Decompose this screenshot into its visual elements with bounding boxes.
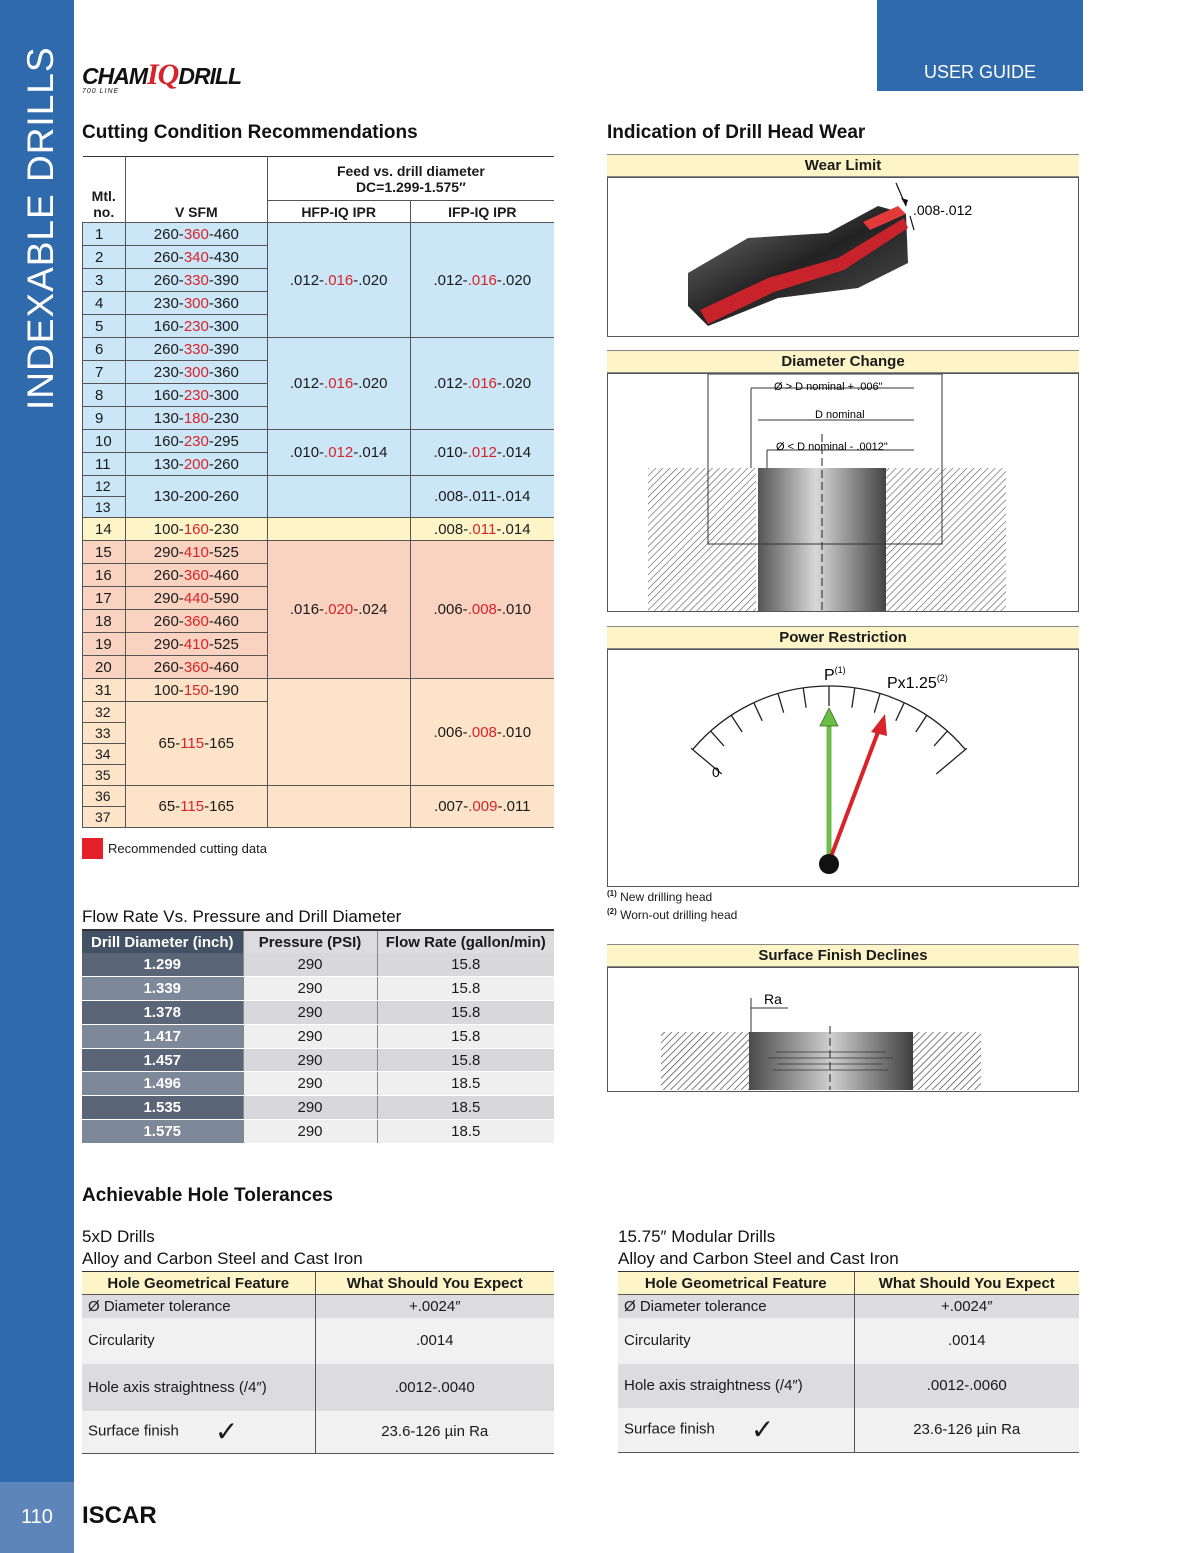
p-label: P bbox=[824, 667, 835, 684]
vsfm-value: 290-410-525 bbox=[125, 633, 267, 656]
mtl-number: 35 bbox=[83, 765, 126, 786]
mtl-number: 32 bbox=[83, 702, 126, 723]
drill-diameter: 1.378 bbox=[82, 1001, 243, 1025]
flow-header-flow: Flow Rate (gallon/min) bbox=[377, 930, 554, 953]
hfp-feed bbox=[267, 518, 410, 541]
pressure: 290 bbox=[243, 1024, 377, 1048]
svg-text:P(1) bbox=[824, 665, 846, 684]
mtl-number: 11 bbox=[83, 453, 126, 476]
tolerance-row bbox=[82, 1295, 554, 1318]
mtl-number: 6 bbox=[83, 338, 126, 361]
wear-limit-panel bbox=[607, 177, 1079, 337]
flow-title: Flow Rate Vs. Pressure and Drill Diameter bbox=[82, 907, 402, 926]
tolerance-row bbox=[618, 1408, 1079, 1453]
vsfm-value: 130-200-260 bbox=[125, 476, 267, 518]
cutting-row bbox=[83, 541, 555, 564]
flow-header-diameter: Drill Diameter (inch) bbox=[82, 930, 243, 953]
wear-title: Indication of Drill Head Wear bbox=[607, 122, 866, 143]
logo-subtitle: 700 LINE bbox=[82, 88, 120, 95]
vsfm-value: 260-360-460 bbox=[125, 564, 267, 587]
gauge-zero: 0 bbox=[712, 764, 720, 780]
tol-right-subtitle: 15.75″ Modular Drills Alloy and Carbon Steel and Cast Iron bbox=[618, 1227, 899, 1268]
cutting-row bbox=[83, 786, 555, 807]
flow-rate: 15.8 bbox=[377, 953, 554, 977]
mtl-number: 18 bbox=[83, 610, 126, 633]
hfp-feed bbox=[267, 476, 410, 518]
mtl-number: 4 bbox=[83, 292, 126, 315]
cutting-row bbox=[83, 679, 555, 702]
brand-name: ISCAR bbox=[82, 1502, 157, 1529]
surface-panel bbox=[607, 967, 1079, 1092]
mtl-number: 1 bbox=[83, 223, 126, 246]
tol-right-header-expect: What Should You Expect bbox=[854, 1272, 1079, 1295]
drill-diameter: 1.535 bbox=[82, 1096, 243, 1120]
note-2: $^{(2)}$ Worn-out drilling head bbox=[607, 907, 738, 922]
ifp-feed: .007-.009-.011 bbox=[410, 786, 554, 828]
flow-rate: 15.8 bbox=[377, 977, 554, 1001]
expected-value: +.0024″ bbox=[854, 1295, 1079, 1318]
vsfm-value: 260-330-390 bbox=[125, 338, 267, 361]
cutting-row bbox=[83, 476, 555, 497]
vsfm-value: 260-360-460 bbox=[125, 223, 267, 246]
pressure: 290 bbox=[243, 1001, 377, 1025]
flow-rate: 18.5 bbox=[377, 1120, 554, 1144]
flow-table bbox=[82, 929, 554, 1144]
note-1: $^{(1)}$ New drilling head bbox=[607, 889, 713, 904]
ifp-feed: .010-.012-.014 bbox=[410, 430, 554, 476]
mtl-number: 2 bbox=[83, 246, 126, 269]
vsfm-value: 290-410-525 bbox=[125, 541, 267, 564]
diameter-change-header: Diameter Change bbox=[607, 350, 1079, 373]
power-gauge bbox=[608, 650, 1078, 886]
hole-feature: Hole axis straightness (/4″) bbox=[618, 1364, 854, 1408]
expected-value: 23.6-126 µin Ra bbox=[854, 1408, 1079, 1453]
vsfm-value: 100-160-230 bbox=[125, 518, 267, 541]
mtl-number: 36 bbox=[83, 786, 126, 807]
flow-row bbox=[82, 1120, 554, 1144]
tol-right-table bbox=[618, 1271, 1079, 1453]
flow-row bbox=[82, 953, 554, 977]
expected-value: +.0024″ bbox=[315, 1295, 554, 1318]
vsfm-value: 260-330-390 bbox=[125, 269, 267, 292]
ifp-feed: .008-.011-.014 bbox=[410, 476, 554, 518]
hfp-feed: .010-.012-.014 bbox=[267, 430, 410, 476]
wear-limit-header: Wear Limit bbox=[607, 154, 1079, 177]
drill-diameter: 1.496 bbox=[82, 1072, 243, 1096]
mtl-number: 10 bbox=[83, 430, 126, 453]
vsfm-value: 260-340-430 bbox=[125, 246, 267, 269]
tol-left-subtitle: 5xD Drills Alloy and Carbon Steel and Cast Iron bbox=[82, 1227, 363, 1268]
mtl-number: 37 bbox=[83, 807, 126, 828]
flow-row bbox=[82, 1096, 554, 1120]
tolerances-title: Achievable Hole Tolerances bbox=[82, 1185, 333, 1206]
vsfm-value: 290-440-590 bbox=[125, 587, 267, 610]
mtl-number: 13 bbox=[83, 497, 126, 518]
hfp-feed: .016-.020-.024 bbox=[267, 541, 410, 679]
power-panel bbox=[607, 649, 1079, 887]
mtl-number: 5 bbox=[83, 315, 126, 338]
mtl-number: 15 bbox=[83, 541, 126, 564]
cutting-row bbox=[83, 430, 555, 453]
check-mark-icon: ✓ bbox=[214, 1416, 239, 1448]
flow-rate: 15.8 bbox=[377, 1048, 554, 1072]
check-mark-icon: ✓ bbox=[750, 1414, 775, 1446]
surface-header: Surface Finish Declines bbox=[607, 944, 1079, 967]
mtl-number: 19 bbox=[83, 633, 126, 656]
col-hfp: HFP-IQ IPR bbox=[267, 201, 410, 223]
mtl-number: 7 bbox=[83, 361, 126, 384]
px-label: Px1.25 bbox=[887, 675, 937, 692]
vsfm-value: 100-150-190 bbox=[125, 679, 267, 702]
pressure: 290 bbox=[243, 1048, 377, 1072]
tolerance-row bbox=[82, 1318, 554, 1364]
ifp-feed: .006-.008-.010 bbox=[410, 679, 554, 786]
legend bbox=[82, 838, 267, 859]
vsfm-value: 230-300-360 bbox=[125, 361, 267, 384]
ifp-feed: .008-.011-.014 bbox=[410, 518, 554, 541]
hole-feature: Ø Diameter tolerance bbox=[82, 1295, 315, 1318]
user-guide-badge: USER GUIDE bbox=[877, 0, 1083, 91]
vsfm-value: 130-200-260 bbox=[125, 453, 267, 476]
tol-left-header-expect: What Should You Expect bbox=[315, 1272, 554, 1295]
cutting-row bbox=[83, 338, 555, 361]
expected-value: .0012-.0040 bbox=[315, 1364, 554, 1411]
col-mtl-1: Mtl. bbox=[91, 188, 116, 204]
dim-over: Ø > D nominal + .006" bbox=[774, 381, 883, 393]
hfp-feed: .012-.016-.020 bbox=[267, 223, 410, 338]
mtl-number: 31 bbox=[83, 679, 126, 702]
drill-diameter: 1.299 bbox=[82, 953, 243, 977]
col-mtl-2: no. bbox=[93, 204, 115, 220]
vsfm-value: 130-180-230 bbox=[125, 407, 267, 430]
mtl-number: 34 bbox=[83, 744, 126, 765]
hole-feature: Ø Diameter tolerance bbox=[618, 1295, 854, 1318]
legend-swatch bbox=[82, 838, 103, 859]
flow-header-pressure: Pressure (PSI) bbox=[243, 930, 377, 953]
hole-feature: Surface finish ✓ bbox=[82, 1411, 315, 1454]
mtl-number: 20 bbox=[83, 656, 126, 679]
power-header: Power Restriction bbox=[607, 626, 1079, 649]
mtl-number: 9 bbox=[83, 407, 126, 430]
drill-diameter: 1.417 bbox=[82, 1024, 243, 1048]
tolerance-row bbox=[618, 1318, 1079, 1364]
flow-rate: 18.5 bbox=[377, 1072, 554, 1096]
flow-row bbox=[82, 977, 554, 1001]
legend-label: Recommended cutting data bbox=[108, 841, 267, 856]
tolerance-row bbox=[82, 1411, 554, 1454]
tolerance-row bbox=[618, 1295, 1079, 1318]
cutting-row bbox=[83, 223, 555, 246]
tolerance-row bbox=[82, 1364, 554, 1411]
svg-text:Px1.25(2) bbox=[887, 673, 948, 692]
diameter-change-diagram bbox=[608, 374, 1078, 611]
pressure: 290 bbox=[243, 953, 377, 977]
col-ifp: IFP-IQ IPR bbox=[410, 201, 554, 223]
mtl-number: 3 bbox=[83, 269, 126, 292]
p-sup: (1) bbox=[834, 665, 846, 675]
diameter-change-panel bbox=[607, 373, 1079, 612]
ifp-feed: .012-.016-.020 bbox=[410, 223, 554, 338]
mtl-number: 17 bbox=[83, 587, 126, 610]
dim-nominal: D nominal bbox=[815, 409, 865, 421]
hfp-feed bbox=[267, 679, 410, 786]
mtl-number: 12 bbox=[83, 476, 126, 497]
vsfm-value: 260-360-460 bbox=[125, 610, 267, 633]
mtl-number: 14 bbox=[83, 518, 126, 541]
cutting-title: Cutting Condition Recommendations bbox=[82, 122, 418, 143]
col-vsfm: V SFM bbox=[125, 157, 267, 223]
hole-feature: Hole axis straightness (/4″) bbox=[82, 1364, 315, 1411]
vsfm-value: 160-230-295 bbox=[125, 430, 267, 453]
mtl-number: 33 bbox=[83, 723, 126, 744]
pressure: 290 bbox=[243, 1072, 377, 1096]
vsfm-value: 260-360-460 bbox=[125, 656, 267, 679]
flow-row bbox=[82, 1001, 554, 1025]
hole-feature: Surface finish ✓ bbox=[618, 1408, 854, 1453]
col-feed-1: Feed vs. drill diameter bbox=[336, 162, 485, 179]
pressure: 290 bbox=[243, 977, 377, 1001]
flow-row bbox=[82, 1048, 554, 1072]
hole-feature: Circularity bbox=[82, 1318, 315, 1364]
hfp-feed: .012-.016-.020 bbox=[267, 338, 410, 430]
pressure: 290 bbox=[243, 1096, 377, 1120]
mtl-number: 16 bbox=[83, 564, 126, 587]
vsfm-value: 160-230-300 bbox=[125, 315, 267, 338]
col-feed-2: DC=1.299-1.575″ bbox=[355, 178, 466, 195]
vsfm-value: 160-230-300 bbox=[125, 384, 267, 407]
logo: CHAMIQDRILL 700 LINE bbox=[82, 58, 242, 95]
flow-rate: 18.5 bbox=[377, 1096, 554, 1120]
expected-value: 23.6-126 µin Ra bbox=[315, 1411, 554, 1454]
tolerance-row bbox=[618, 1364, 1079, 1408]
tol-left-header-feature: Hole Geometrical Feature bbox=[82, 1272, 315, 1295]
tol-left-table bbox=[82, 1271, 554, 1454]
dim-under: Ø < D nominal - .0012" bbox=[776, 441, 888, 453]
ifp-feed: .012-.016-.020 bbox=[410, 338, 554, 430]
expected-value: .0012-.0060 bbox=[854, 1364, 1079, 1408]
ifp-feed: .006-.008-.010 bbox=[410, 541, 554, 679]
wear-value: .008-.012 bbox=[913, 202, 973, 218]
pressure: 290 bbox=[243, 1120, 377, 1144]
vsfm-value: 65-115-165 bbox=[125, 702, 267, 786]
cutting-row bbox=[83, 518, 555, 541]
drill-head-illustration bbox=[608, 178, 1078, 336]
expected-value: .0014 bbox=[315, 1318, 554, 1364]
flow-row bbox=[82, 1024, 554, 1048]
px-sup: (2) bbox=[936, 673, 948, 683]
hfp-feed bbox=[267, 786, 410, 828]
expected-value: .0014 bbox=[854, 1318, 1079, 1364]
flow-row bbox=[82, 1072, 554, 1096]
vsfm-value: 230-300-360 bbox=[125, 292, 267, 315]
ra-label: Ra bbox=[764, 991, 782, 1007]
vsfm-value: 65-115-165 bbox=[125, 786, 267, 828]
surface-diagram bbox=[608, 968, 1078, 1091]
flow-rate: 15.8 bbox=[377, 1024, 554, 1048]
hole-feature: Circularity bbox=[618, 1318, 854, 1364]
page-number: 110 bbox=[0, 1482, 74, 1553]
drill-diameter: 1.339 bbox=[82, 977, 243, 1001]
cutting-table bbox=[82, 156, 554, 828]
flow-rate: 15.8 bbox=[377, 1001, 554, 1025]
mtl-number: 8 bbox=[83, 384, 126, 407]
tol-right-header-feature: Hole Geometrical Feature bbox=[618, 1272, 854, 1295]
drill-diameter: 1.457 bbox=[82, 1048, 243, 1072]
drill-diameter: 1.575 bbox=[82, 1120, 243, 1144]
section-title: INDEXABLE DRILLS bbox=[20, 46, 61, 410]
